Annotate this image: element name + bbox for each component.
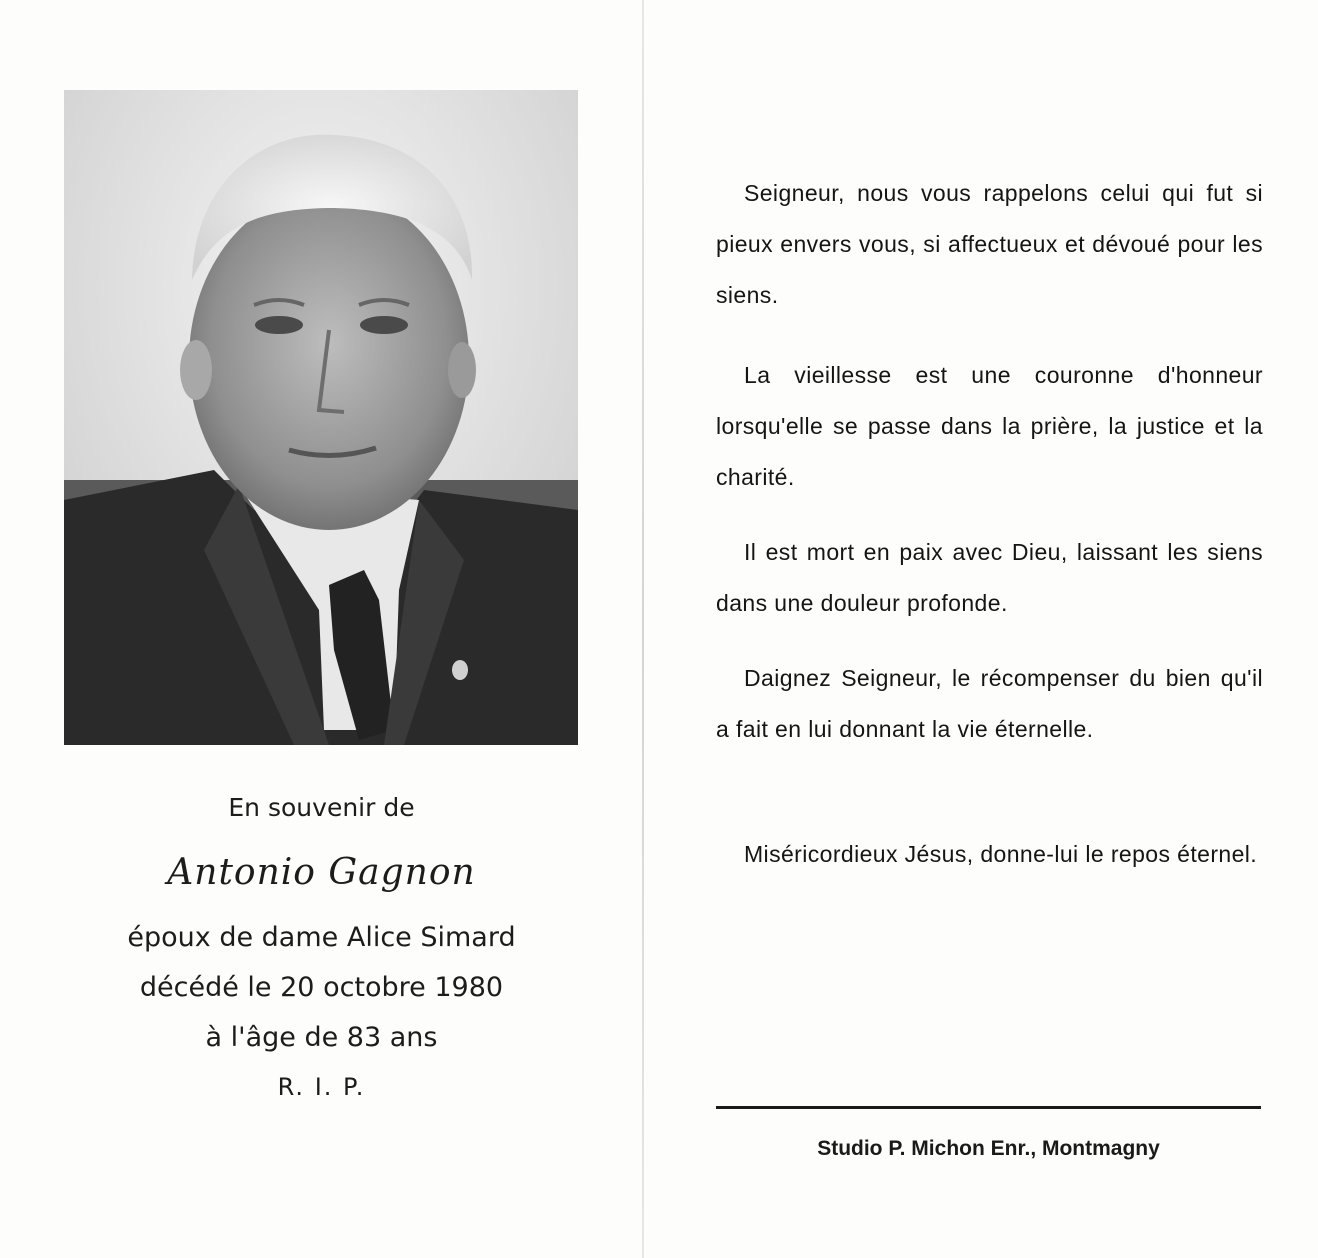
memorial-intro: En souvenir de (228, 793, 415, 822)
age-line: à l'âge de 83 ans (205, 1022, 438, 1053)
horizontal-rule (716, 1106, 1261, 1109)
card-fold-divider (642, 0, 644, 1258)
rip-text: R. I. P. (277, 1073, 366, 1101)
prayer-paragraph: Il est mort en paix avec Dieu, laissant les siens dans une douleur profonde. (716, 539, 1263, 616)
spouse-line: époux de dame Alice Simard (127, 922, 516, 953)
deceased-name: Antonio Gagnon (167, 852, 476, 893)
prayer-paragraph: Miséricordieux Jésus, donne-lui le repos éternel. (744, 841, 1258, 867)
studio-credit: Studio P. Michon Enr., Montmagny (817, 1137, 1160, 1160)
death-date-line: décédé le 20 octobre 1980 (139, 972, 504, 1003)
left-card-panel (0, 0, 643, 1258)
prayer-paragraph: La vieillesse est une couronne d'honneur lorsqu'elle se passe dans la prière, la justice et la charité. (716, 362, 1263, 490)
portrait-photo (64, 90, 578, 745)
prayer-paragraph: Daignez Seigneur, le récompenser du bien qu'il a fait en lui donnant la vie éternelle. (716, 665, 1263, 742)
prayer-paragraph: Seigneur, nous vous rappelons celui qui fut si pieux envers vous, si affectueux et dévoué pour les siens. (716, 180, 1263, 308)
